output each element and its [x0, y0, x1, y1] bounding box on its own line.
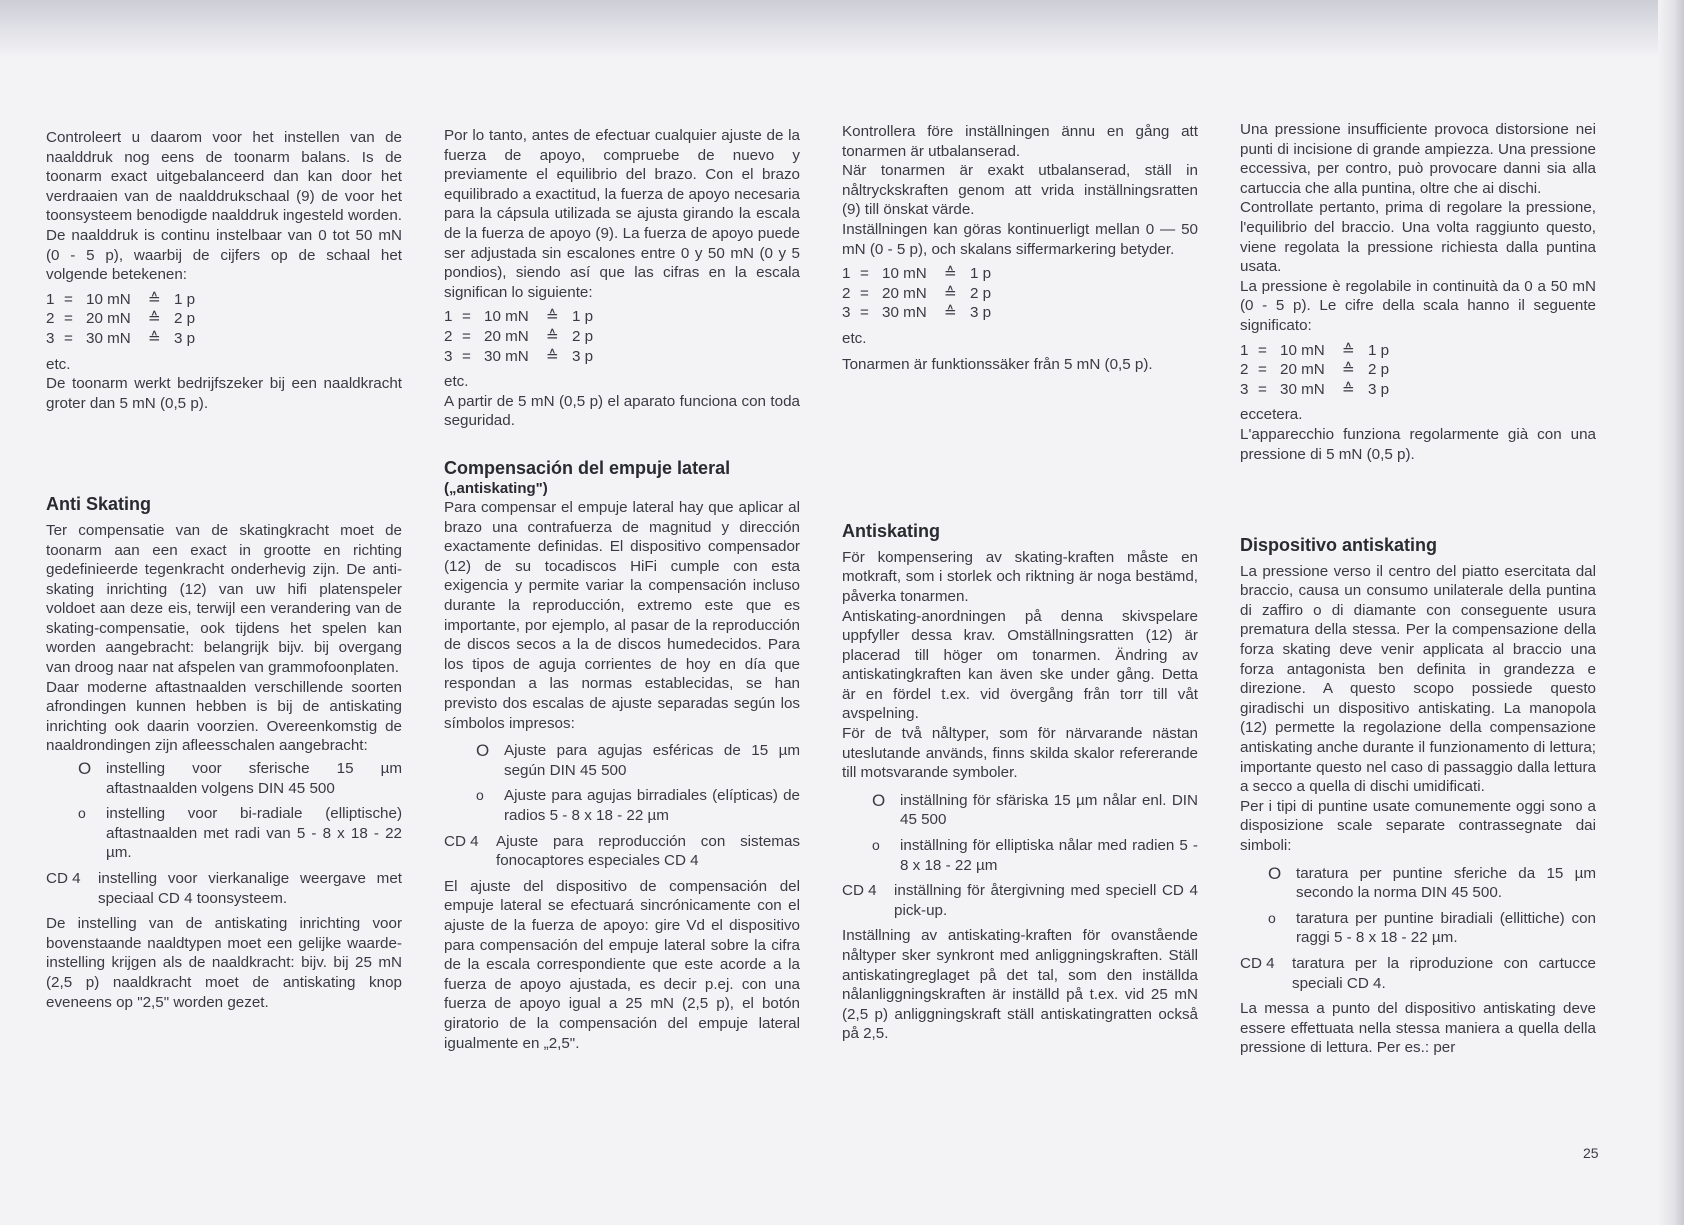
it-safe: L'apparecchio funziona regolarmente già con una pressione di 5 mN (0,5 p). — [1240, 425, 1596, 463]
list-item: o Ajuste para agujas birradiales (elípticas) de radios 5 - 8 x 18 - 22 µm — [476, 787, 800, 824]
es-subheading: („antiskating") — [444, 479, 548, 497]
scale-row: 1 = 10 mN ≙ 1 p — [842, 265, 992, 283]
scale-row: 1 = 10 mN ≙ 1 p — [444, 308, 594, 326]
scale-row: 3 = 30 mN ≙ 3 p — [444, 347, 594, 365]
list-item: O inställning för sfäriska 15 µm nålar enl. DIN 45 500 — [872, 790, 1198, 829]
column-spanish — [444, 126, 800, 1053]
it-intro3: La pressione è regolabile in continuità da 0 a 50 mN (0 - 5 p). Le cifre della scala hanno il seguente significato: — [1240, 277, 1596, 334]
it-p3: La messa a punto del dispositivo antiskating deve essere effettuata nella stessa maniera a quella della pressione di lettura. Per es.: per — [1240, 1000, 1596, 1057]
sv-intro2: När tonarmen är exakt utbalanserad, ställ in nåltryckskraften genom att vrida inställningsratten (9) till önskat värde. — [842, 162, 1198, 219]
scale-row: 2 = 20 mN ≙ 2 p — [444, 327, 594, 345]
it-scale-table — [1240, 341, 1596, 400]
scale-row: 1 = 10 mN ≙ 1 p — [1240, 341, 1390, 359]
sphere-stylus-icon: O — [476, 741, 490, 761]
ellipse-stylus-icon: o — [78, 805, 86, 822]
it-heading: Dispositivo antiskating — [1240, 535, 1438, 556]
column-dutch — [46, 128, 402, 1012]
it-p1: La pressione verso il centro del piatto esercitata dal braccio, causa un consumo unilaterale della puntina di zaffiro o di diamante con conseguente usura prematura della stessa. Per la compensazione della forza skating deve venir applicata al braccio una forza antagonista ben definita in grandezza e direzione. A questo scopo possiede questo giradischi un dispositivo antiskating. La manopola (12) permette la regolazione della compensazione antiskating anche durante il funzionamento di lettura; importante questo nel caso di passaggio dalla lettura a secco a quella di dischi umidificati. — [1240, 562, 1596, 796]
sv-intro3: Inställningen kan göras kontinuerligt mellan 0 — 50 mN (0 - 5 p), och skalans siffermarkering betyder. — [842, 220, 1198, 258]
sv-heading: Antiskating — [842, 521, 941, 542]
list-item: o inställning för elliptiska nålar med radien 5 - 8 x 18 - 22 µm — [872, 837, 1198, 874]
sv-p1: För kompensering av skating-kraften måste en motkraft, som i storlek och riktning är noga bestämd, påverka tonarmen. — [842, 548, 1198, 605]
list-item: o instelling voor bi-radiale (elliptische) aftastnaalden met radi van 5 - 8 x 18 - 22 µm. — [78, 805, 402, 862]
it-p2: Per i tipi di puntine usate comunemente oggi sono a disposizione scale separate contrassegnate dai simboli: — [1240, 797, 1596, 854]
sv-etc: etc. — [842, 329, 867, 347]
sphere-stylus-icon: O — [1268, 863, 1282, 883]
sv-p2: Antiskating-anordningen på denna skivspelare uppfyller dessa krav. Omställningsratten (12) är placerad till höger om tonarmen. Ändring av antiskatingkraften kan även ske under gång. Detta är en fördel t.ex. vid övergång från torr till våt avspelning. — [842, 607, 1198, 723]
nl-safe: De toonarm werkt bedrijfszeker bij een naaldkracht groter dan 5 mN (0,5 p). — [46, 375, 402, 412]
scale-row: 2 = 20 mN ≙ 2 p — [842, 284, 992, 302]
list-item: o taratura per puntine biradiali (ellittiche) con raggi 5 - 8 x 18 - 22 µm. — [1268, 909, 1596, 947]
nl-p2: Daar moderne aftastnaalden verschillende soorten afrondingen kunnen hebben is bij de antiskating inrichting ook daarin voorzien. Overeenkomstig de naaldrondingen zijn afleesschalen aangebracht: — [46, 678, 402, 755]
es-p2: El ajuste del dispositivo de compensación del empuje lateral se efectuará sincrónicamente con el ajuste de la fuerza de apoyo: gire Vd el dispositivo para compensación del empuje lateral sobre la cifra de la escala correspondiente que este acorde a la fuerza de apoyo ajustada, es decir p.ej. con una fuerza de apoyo igual a 25 mN (2,5 p), el botón giratorio de la compensación del empuje lateral igualmente en „2,5". — [444, 877, 800, 1052]
es-p1: Para compensar el empuje lateral hay que aplicar al brazo una contrafuerza de magnitud y dirección exactamente definidas. El dispositivo compensador (12) de su tocadiscos HiFi cumple con esta exigencia y permite variar la compensación incluso durante la reproducción, extremo este que es importante, por ejemplo, al pasar de la reproducción de discos secos a la de discos humedecidos. Para los tipos de aguja corrientes de hoy en día que respondan a las normas establecidas, se han previsto dos escalas de ajuste separadas según los símbolos impresos: — [444, 499, 800, 732]
sv-intro1: Kontrollera före inställningen ännu en gång att tonarmen är utbalanserad. — [842, 123, 1198, 160]
page-top-shadow — [0, 0, 1684, 58]
ellipse-stylus-icon: o — [1268, 909, 1276, 926]
column-italian — [1240, 120, 1596, 1058]
es-intro: Por lo tanto, antes de efectuar cualquier ajuste de la fuerza de apoyo, compruebe de nuevo y previamente el equilibrio del brazo. Con el brazo equilibrado a exactitud, la fuerza de apoyo necesaria para la cápsula utilizada se ajusta girando la escala de la fuerza de apoyo (9). La fuerza de apoyo puede ser adjustada sin escalones entre 0 y 50 mN (0 y 5 pondios), siendo así que las cifras en la escala significan lo siguiente: — [444, 127, 800, 301]
nl-p3: De instelling van de antiskating inrichting voor bovenstaande naaldtypen moet een gelijke waarde-instelling krijgen als de naaldkracht: bijv. bij 25 mN (2,5 p) naaldkracht moet de antiskating knop eveneens op "2,5" worden gezet. — [46, 915, 402, 1011]
list-item: CD 4 Ajuste para reproducción con sistemas fonocaptores especiales CD 4 — [444, 832, 800, 870]
column-swedish — [842, 122, 1198, 1044]
sv-p4: Inställning av antiskating-kraften för ovanstående nåltyper sker synkront med anliggningskraften. Ställ antiskatingreglaget på det tal, som den inställda nålanliggningskraften är inställd på t.ex. vid 25 mN (2,5 p) anliggningskraft ställ antiskatingratten också på 2,5. — [842, 927, 1198, 1043]
list-item: CD 4 instelling voor vierkanalige weergave met speciaal CD 4 toonsysteem. — [46, 870, 402, 907]
nl-etc: etc. — [46, 355, 71, 373]
nl-scale-table — [46, 290, 402, 349]
list-item: CD 4 inställning för återgivning med speciell CD 4 pick-up. — [842, 882, 1198, 919]
list-item: O Ajuste para agujas esféricas de 15 µm según DIN 45 500 — [476, 741, 800, 779]
page-number: 25 — [1583, 1145, 1599, 1161]
es-safe: A partir de 5 mN (0,5 p) el aparato funciona con toda seguridad. — [444, 392, 800, 430]
scale-row: 2 = 20 mN ≙ 2 p — [46, 310, 196, 328]
scale-row: 3 = 30 mN ≙ 3 p — [1240, 380, 1390, 398]
sv-scale-table — [842, 264, 1198, 323]
scale-row: 2 = 20 mN ≙ 2 p — [1240, 361, 1390, 379]
nl-intro: Controleert u daarom voor het instellen van de naalddruk nog eens de toonarm balans. Is de toonarm exact uitgebalanceerd dan kan door het verdraaien van de naalddrukschaal (9) de voor het toonsysteem benodigde naalddruk ingesteld worden. De naalddruk is continu instelbaar van 0 tot 50 mN (0 - 5 p), waarbij de cijfers op de schaal het volgende betekenen: — [46, 129, 402, 284]
page-right-edge — [1658, 0, 1684, 1225]
es-etc: etc. — [444, 373, 469, 391]
scale-row: 3 = 30 mN ≙ 3 p — [46, 329, 196, 347]
it-intro2: Controllate pertanto, prima di regolare la pressione, l'equilibrio del braccio. Una volta raggiunto questo, viene regolata la pressione richiesta dalla puntina usata. — [1240, 199, 1596, 276]
sphere-stylus-icon: O — [872, 790, 886, 810]
it-intro1: Una pressione insufficiente provoca distorsione nei punti di incisione di grande ampiezza. Una pressione eccessiva, per contro, può provocare danni sia alla cartuccia che alla puntina, oltre che ai dischi. — [1240, 121, 1596, 197]
es-scale-table — [444, 307, 800, 366]
sv-p3: För de två nåltyper, som för närvarande nästan uteslutande används, finns skilda skalor refererande till motsvarande symboler. — [842, 725, 1198, 782]
ellipse-stylus-icon: o — [476, 787, 484, 804]
sphere-stylus-icon: O — [78, 759, 92, 779]
nl-heading: Anti Skating — [46, 494, 152, 515]
nl-p1: Ter compensatie van de skatingkracht moet de toonarm aan een exact in grootte en richting gedefinieerde tegenkracht onderhevig zijn. De anti-skating inrichting (12) van uw hifi platenspeler voldoet aan deze eis, terwijl een verandering van de skating-compensatie, ook tijdens het spelen kan worden aangebracht: belangrijk bijv. bij overgang van droog naar nat afspelen van grammofoonplaten. — [46, 521, 402, 677]
es-heading: Compensación del empuje lateral — [444, 457, 731, 478]
list-item: O taratura per puntine sferiche da 15 µm secondo la norma DIN 45 500. — [1268, 863, 1596, 902]
list-item: CD 4 taratura per la riproduzione con cartucce speciali CD 4. — [1240, 954, 1596, 992]
list-item: O instelling voor sferische 15 µm aftastnaalden volgens DIN 45 500 — [78, 759, 402, 797]
ellipse-stylus-icon: o — [872, 837, 880, 854]
it-etc: eccetera. — [1240, 406, 1303, 424]
scale-row: 1 = 10 mN ≙ 1 p — [46, 290, 196, 308]
scale-row: 3 = 30 mN ≙ 3 p — [842, 304, 992, 322]
sv-safe: Tonarmen är funktionssäker från 5 mN (0,5 p). — [842, 355, 1153, 373]
